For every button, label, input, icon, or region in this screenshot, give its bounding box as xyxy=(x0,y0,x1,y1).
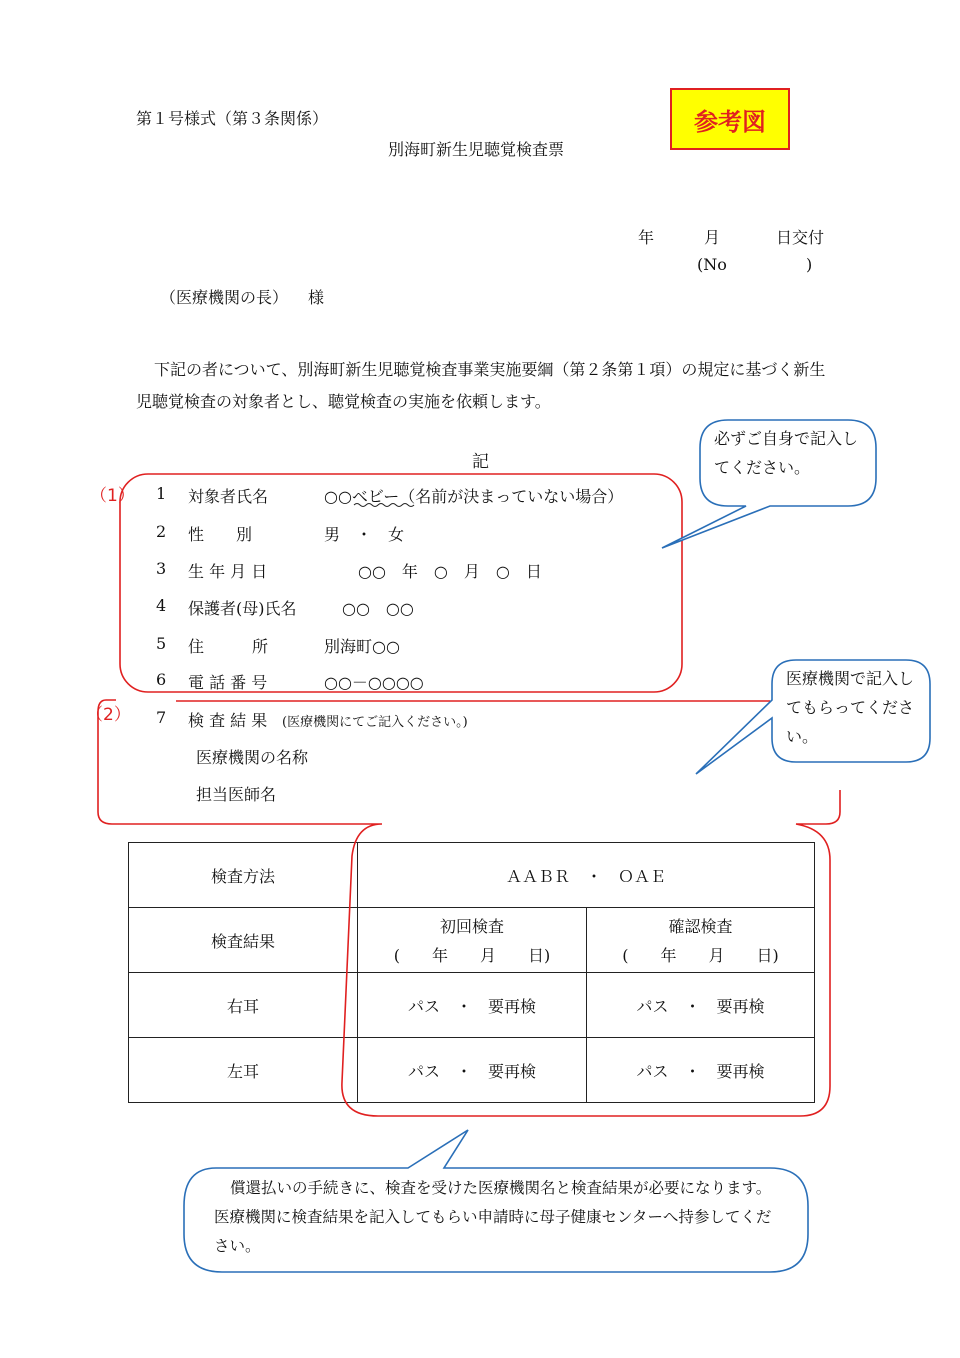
initial-exam-date: ( 年 月 日) xyxy=(393,946,551,965)
section-marker-1: （1） xyxy=(90,486,135,506)
result-label-cell: 検査結果 xyxy=(129,908,358,973)
section-1-outline xyxy=(120,474,682,692)
left-ear-initial-result: パス ・ 要再検 xyxy=(358,1038,587,1103)
item-7-note: (医療機関にてご記入ください。) xyxy=(282,715,468,730)
item-6-number: 6 xyxy=(156,670,167,689)
item-7-label: 検 査 結 果 xyxy=(188,711,268,730)
issue-number-open: (No xyxy=(697,255,727,274)
item-4-value: ○○ ○○ xyxy=(342,599,414,618)
item-1-number: 1 xyxy=(156,484,167,503)
request-paragraph: 下記の者について、別海町新生児聴覚検査事業実施要綱（第２条第１項）の規定に基づく新生児聴覚検査の対象者とし、聴覚検査の実施を依頼します。 xyxy=(136,360,826,411)
issue-number-close: ) xyxy=(806,255,813,274)
item-6-label: 電 話 番 号 xyxy=(188,673,268,692)
doctor-name-label: 担当医師名 xyxy=(196,785,277,804)
issue-month-label: 月 xyxy=(704,228,721,247)
item-5-value: 別海町○○ xyxy=(324,637,400,656)
item-1-value: ○○ベビー（名前が決まっていない場合） xyxy=(324,487,624,506)
item-5-label: 住 所 xyxy=(188,637,269,656)
issue-year-label: 年 xyxy=(638,228,655,247)
item-6-value: ○○－○○○○ xyxy=(324,673,424,692)
item-2-label: 性 別 xyxy=(188,525,253,544)
section-marker-2: （2） xyxy=(86,705,131,725)
right-ear-confirm-result: パス ・ 要再検 xyxy=(587,973,815,1038)
item-2-value: 男 ・ 女 xyxy=(324,525,405,544)
issue-day-label: 日交付 xyxy=(776,228,825,247)
initial-exam-label: 初回検査 xyxy=(439,917,504,936)
right-ear-initial-result: パス ・ 要再検 xyxy=(358,973,587,1038)
wavy-underline xyxy=(354,504,414,507)
item-7-number: 7 xyxy=(156,708,167,727)
item-1-label: 対象者氏名 xyxy=(188,487,269,506)
ki-heading: 記 xyxy=(472,452,489,472)
hospital-name-label: 医療機関の名称 xyxy=(196,748,309,767)
callout-self-fill-text: 必ずご自身で記入してください。 xyxy=(714,429,859,477)
confirm-exam-date: ( 年 月 日) xyxy=(622,946,779,965)
addressee-honorific: 様 xyxy=(308,288,325,307)
callout-hospital-fill-text: 医療機関で記入してもらってください。 xyxy=(786,669,915,746)
item-3-label: 生 年 月 日 xyxy=(188,562,268,581)
document-title: 別海町新生児聴覚検査票 xyxy=(388,140,565,159)
item-2-number: 2 xyxy=(156,522,167,541)
method-label-cell: 検査方法 xyxy=(129,843,358,908)
reference-badge: 参考図 xyxy=(670,88,790,150)
method-value-cell: ＡＡＢＲ ・ ＯＡＥ xyxy=(358,843,815,908)
addressee-hospital-head: （医療機関の長） xyxy=(160,288,289,307)
item-4-label: 保護者(母)氏名 xyxy=(188,599,297,618)
callout-reimbursement-text: 償還払いの手続きに、検査を受けた医療機関名と検査結果が必要になります。医療機関に検査結果を記入してもらい申請時に母子健康センターへ持参してください。 xyxy=(214,1179,772,1255)
left-ear-confirm-result: パス ・ 要再検 xyxy=(587,1038,815,1103)
form-number: 第１号様式（第３条関係） xyxy=(136,109,329,128)
item-3-value: ○○ 年 ○ 月 ○ 日 xyxy=(358,562,542,581)
right-ear-label: 右耳 xyxy=(129,973,358,1038)
confirm-exam-label: 確認検査 xyxy=(668,917,733,936)
left-ear-label: 左耳 xyxy=(129,1038,358,1103)
item-4-number: 4 xyxy=(156,596,167,615)
item-3-number: 3 xyxy=(156,559,167,578)
section-2-outline xyxy=(98,700,840,1116)
item-5-number: 5 xyxy=(156,634,167,653)
